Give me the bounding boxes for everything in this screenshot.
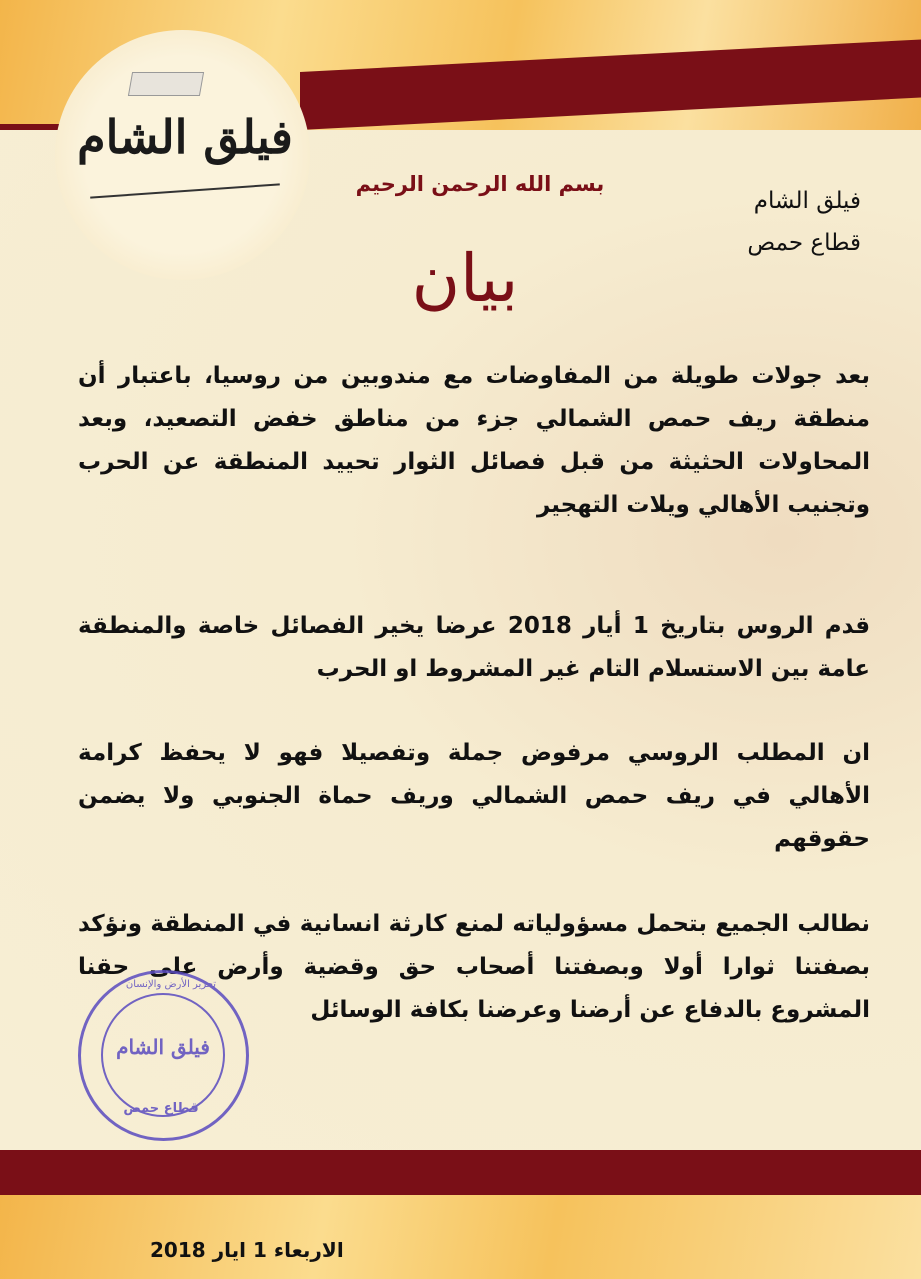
issuer-block (747, 180, 861, 264)
document-title: بيان (411, 240, 519, 317)
sector-name: قطاع حمص (747, 230, 861, 256)
stamp-name: فيلق الشام (116, 1035, 210, 1059)
basmala: بسم الله الرحمن الرحيم (355, 172, 605, 196)
paragraph-4: نطالب الجميع بتحمل مسؤولياته لمنع كارثة انسانية في المنطقة ونؤكد بصفتنا ثوارا أولا وبصفتنا أصحاب حق وقضية وأرض على حقنا المشروع بالدفاع عن أرضنا وعرضنا بكافة الوسائل (78, 911, 870, 1023)
paragraph-1: بعد جولات طويلة من المفاوضات مع مندوبين من روسيا، باعتبار أن منطقة ريف حمص الشمالي جزء من مناطق خفض التصعيد، وبعد المحاولات الحثيثة من قبل فصائل الثوار تحييد المنطقة عن الحرب وتجنيب الأهالي ويلات التهجير (78, 363, 870, 518)
flag-icon (128, 72, 204, 96)
stamp-top-text: تحرير الأرض والإنسان (125, 979, 217, 990)
paragraph-3: ان المطلب الروسي مرفوض جملة وتفصيلا فهو لا يحفظ كرامة الأهالي في ريف حمص الشمالي وريف حماة الجنوبي ولا يضمن حقوقهم (78, 740, 870, 852)
official-stamp (78, 970, 249, 1141)
logo-calligraphy: فيلق الشام (77, 110, 293, 164)
document-date: الاربعاء 1 ايار 2018 (150, 1238, 344, 1262)
bottom-decorative-band (0, 1195, 921, 1279)
stamp-inner-ring (101, 993, 225, 1117)
stamp-bottom-text: قطاع حمص (123, 1101, 199, 1116)
org-name: فيلق الشام (753, 188, 861, 214)
bottom-maroon-stripe (0, 1150, 921, 1195)
paragraph-2: قدم الروس بتاريخ 1 أيار 2018 عرضا يخير الفصائل خاصة والمنطقة عامة بين الاستسلام التام غير المشروط او الحرب (78, 613, 871, 682)
